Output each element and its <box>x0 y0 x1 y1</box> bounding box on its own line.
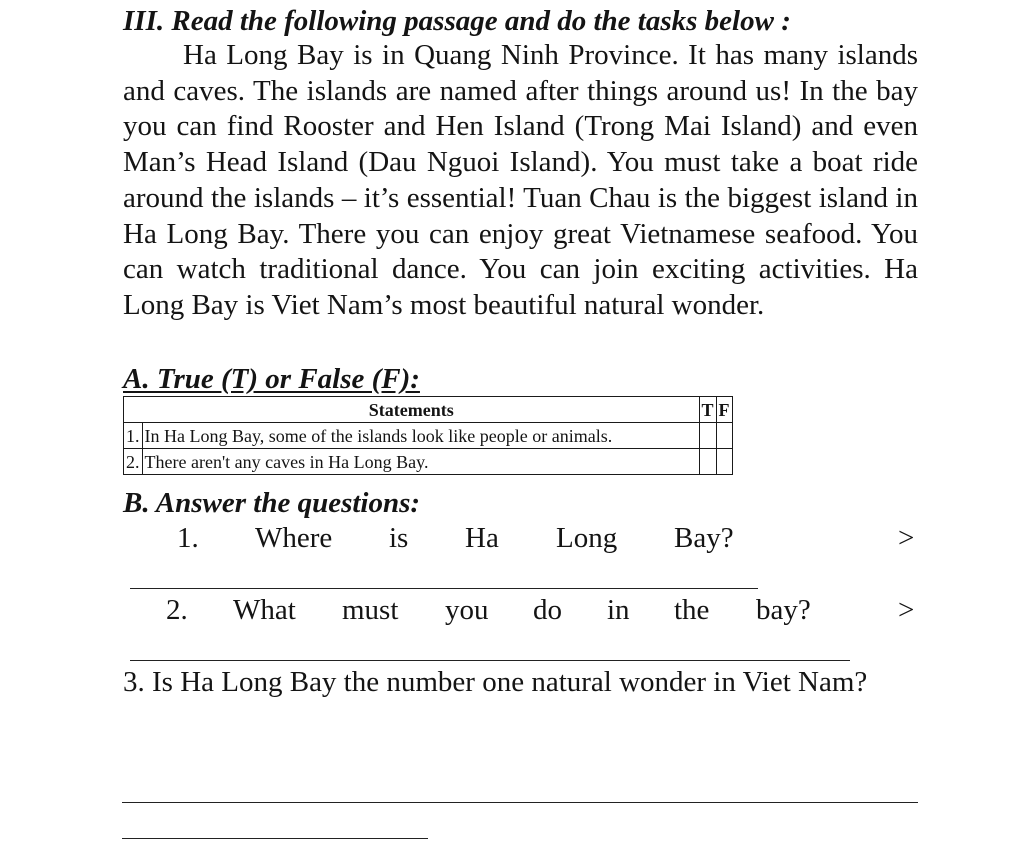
q1-word: Long <box>556 522 618 554</box>
row-number: 2. <box>124 449 143 475</box>
false-header: F <box>716 397 732 423</box>
part-a-title: A. True (T) or False (F): <box>123 363 420 395</box>
q1-word: Bay? <box>674 522 734 554</box>
statement-text: In Ha Long Bay, some of the islands look like people or animals. <box>142 423 699 449</box>
answer-line-1[interactable] <box>130 588 758 589</box>
statements-header: Statements <box>124 397 700 423</box>
question-1 <box>0 521 1024 557</box>
q2-word: bay? <box>756 594 811 626</box>
question-2 <box>0 593 1024 629</box>
false-answer-cell[interactable] <box>716 449 732 475</box>
q1-word: is <box>389 522 409 554</box>
q1-word: Ha <box>465 522 499 554</box>
question-3: 3. Is Ha Long Bay the number one natural wonder in Viet Nam? <box>123 666 868 698</box>
section-title: III. Read the following passage and do the tasks below : <box>123 5 791 37</box>
true-answer-cell[interactable] <box>699 449 716 475</box>
row-number: 1. <box>124 423 143 449</box>
table-row <box>124 423 733 449</box>
answer-line-3b[interactable] <box>122 838 428 839</box>
q1-word: 1. <box>177 522 199 554</box>
q2-word: What <box>233 594 296 626</box>
q2-word: you <box>445 594 489 626</box>
reading-passage: Ha Long Bay is in Quang Ninh Province. It has many islands and caves. The islands are named after things around us! In the bay you can find Rooster and Hen Island (Trong Mai Island) and even Man’s Head Island (Dau Nguoi Island). You must take a boat ride around the islands – it’s essential! Tuan Chau is the biggest island in Ha Long Bay. There you can enjoy great Vietnamese seafood. You can watch traditional dance. You can join exciting activities. Ha Long Bay is Viet Nam’s most beautiful natural wonder. <box>123 39 918 321</box>
q2-word: do <box>533 594 562 626</box>
part-b-title: B. Answer the questions: <box>123 487 421 519</box>
q2-arrow: > <box>898 594 915 626</box>
q2-word: the <box>674 594 710 626</box>
q1-word: Where <box>255 522 333 554</box>
answer-line-3a[interactable] <box>122 802 918 803</box>
false-answer-cell[interactable] <box>716 423 732 449</box>
q2-word: in <box>607 594 630 626</box>
table-row <box>124 449 733 475</box>
answer-line-2[interactable] <box>130 660 850 661</box>
q2-word: 2. <box>166 594 188 626</box>
q1-arrow: > <box>898 522 915 554</box>
true-answer-cell[interactable] <box>699 423 716 449</box>
statement-text: There aren't any caves in Ha Long Bay. <box>142 449 699 475</box>
true-header: T <box>699 397 716 423</box>
true-false-table <box>123 396 733 475</box>
q2-word: must <box>342 594 399 626</box>
table-header-row <box>124 397 733 423</box>
